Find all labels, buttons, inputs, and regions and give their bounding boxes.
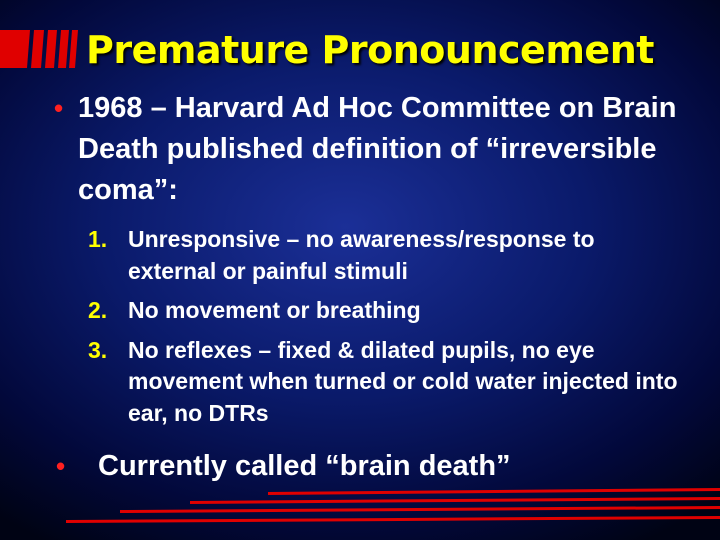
criteria-item — [88, 295, 688, 327]
main-bullet-text: 1968 – Harvard Ad Hoc Committee on Brain Death published definition of “irreversible coma”: — [78, 92, 677, 206]
criteria-item — [88, 335, 688, 430]
second-bullet-text: Currently called “brain death” — [98, 450, 511, 482]
title-decoration-bars — [0, 30, 80, 68]
slide-title: Premature Pronouncement — [86, 28, 654, 72]
bottom-decoration-stripes — [0, 480, 720, 540]
criteria-number: 1. — [88, 226, 108, 252]
criteria-text: No movement or breathing — [128, 297, 421, 323]
criteria-number: 2. — [88, 297, 108, 323]
main-bullet — [54, 88, 704, 211]
criteria-number: 3. — [88, 336, 108, 363]
bullet-dot-icon: • — [54, 93, 64, 123]
criteria-list — [88, 224, 688, 437]
criteria-text: Unresponsive – no awareness/response to external or painful stimuli — [128, 226, 595, 284]
criteria-item — [88, 224, 688, 287]
bullet-dot-icon: • — [56, 451, 66, 481]
criteria-text: No reflexes – fixed & dilated pupils, no eye movement when turned or cold water injected into ear, no DTRs — [128, 336, 678, 426]
